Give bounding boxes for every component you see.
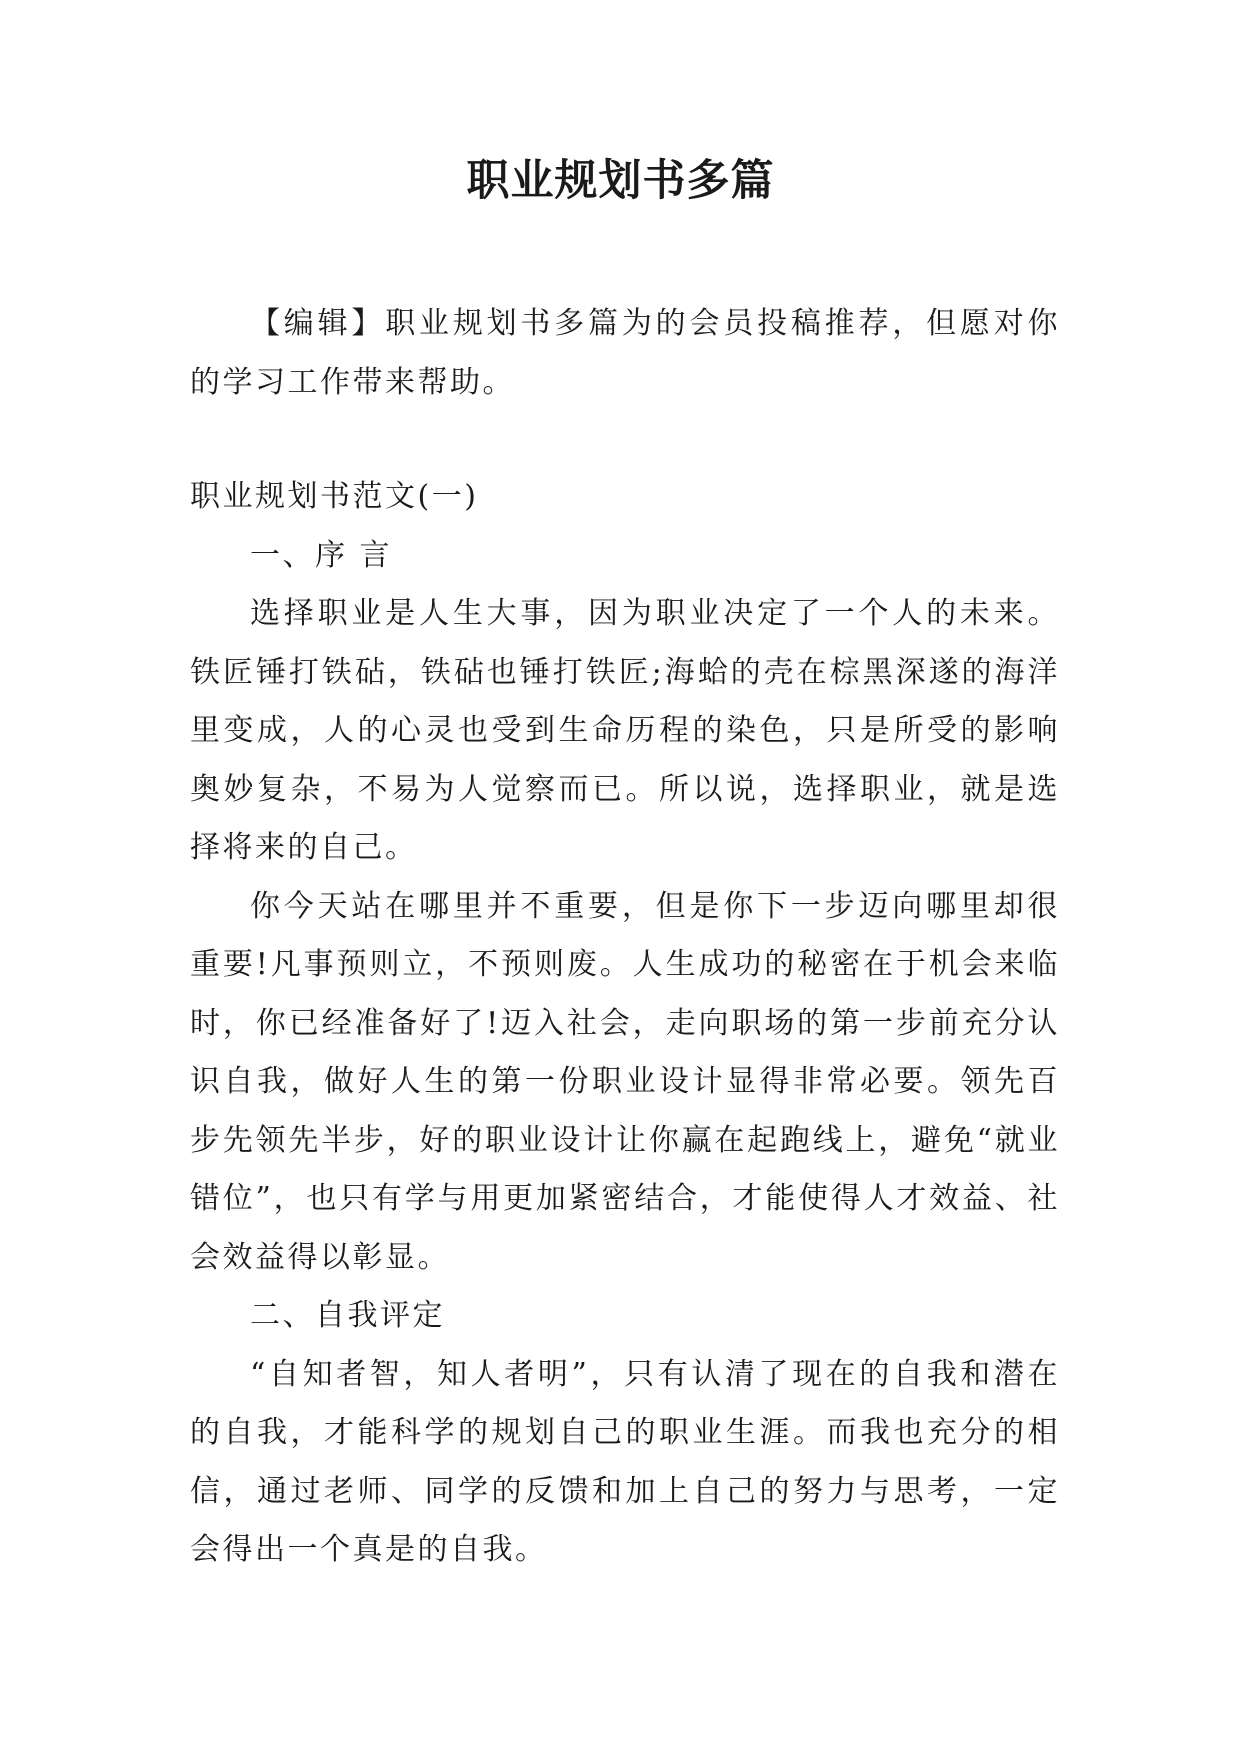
intro-block — [190, 295, 1060, 412]
paragraph: 选择职业是人生大事，因为职业决定了一个人的未来。铁匠锤打铁砧，铁砧也锤打铁匠;海蛤的壳在棕黑深遂的海洋里变成，人的心灵也受到生命历程的染色，只是所受的影响奥妙复杂，不易为人觉察而已。所以说，选择职业，就是选择将来的自己。 — [190, 596, 1060, 865]
section-heading-self-assessment: 二、自我评定 — [250, 1298, 445, 1333]
intro-paragraph: 【编辑】职业规划书多篇为的会员投稿推荐，但愿对你的学习工作带来帮助。 — [190, 306, 1060, 400]
section-heading-preface: 一、序 言 — [250, 537, 393, 573]
article-title: 职业规划书范文(一) — [190, 479, 479, 514]
document-title: 职业规划书多篇 — [466, 156, 775, 206]
paragraph: “自知者智，知人者明”，只有认清了现在的自我和潜在的自我，才能科学的规划自己的职业生涯。而我也充分的相信，通过老师、同学的反馈和加上自己的努力与思考，一定会得出一个真是的自我。 — [190, 1356, 1060, 1567]
article-body — [190, 468, 1060, 1580]
paragraph: 你今天站在哪里并不重要，但是你下一步迈向哪里却很重要!凡事预则立，不预则废。人生成功的秘密在于机会来临时，你已经准备好了!迈入社会，走向职场的第一步前充分认识自我，做好人生的第一份职业设计显得非常必要。领先百步先领先半步，好的职业设计让你赢在起跑线上，避免“就业错位”，也只有学与用更加紧密结合，才能使得人才效益、社会效益得以彰显。 — [190, 888, 1060, 1275]
